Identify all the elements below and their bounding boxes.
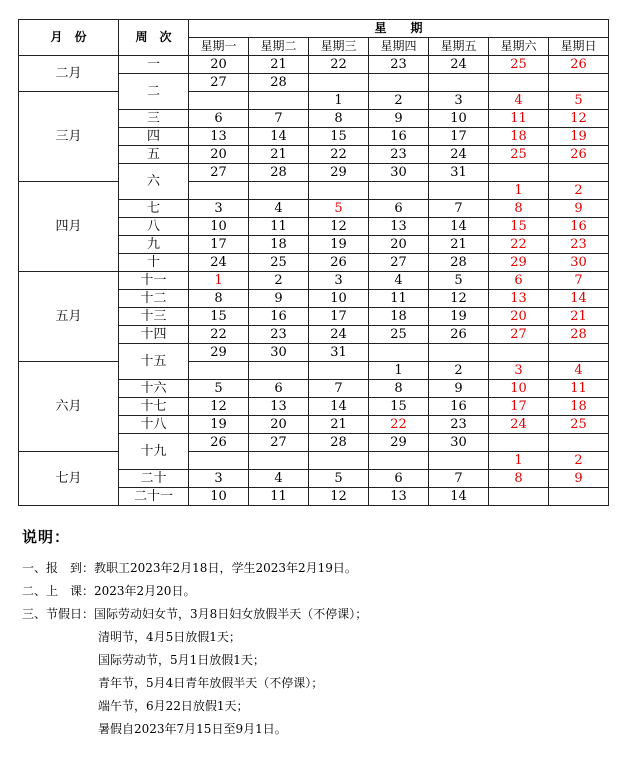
week-cell: 六: [119, 164, 189, 200]
day-cell: 25: [369, 326, 429, 344]
day-cell: [249, 92, 309, 110]
weekday-header: 星期一: [189, 38, 249, 56]
day-cell: 11: [369, 290, 429, 308]
day-cell: 14: [429, 488, 489, 506]
day-cell: 21: [549, 308, 609, 326]
day-cell: 9: [249, 290, 309, 308]
day-cell: 27: [189, 164, 249, 182]
day-cell: 8: [369, 380, 429, 398]
week-cell: 十五: [119, 344, 189, 380]
note-classes: 二、上 课：2023年2月20日。: [22, 584, 196, 598]
day-cell: 12: [429, 290, 489, 308]
day-cell: 18: [249, 236, 309, 254]
day-cell: 1: [489, 182, 549, 200]
day-cell: 26: [309, 254, 369, 272]
week-cell: 十二: [119, 290, 189, 308]
note-holiday-item: 国际劳动节，5月1日放假1天；: [98, 653, 265, 667]
day-cell: 12: [189, 398, 249, 416]
day-cell: 28: [429, 254, 489, 272]
day-cell: 7: [309, 380, 369, 398]
day-cell: 8: [489, 470, 549, 488]
day-cell: 28: [249, 164, 309, 182]
day-cell: 4: [249, 200, 309, 218]
weekday-header: 星期日: [549, 38, 609, 56]
day-cell: 24: [429, 146, 489, 164]
month-cell: 七月: [19, 452, 119, 506]
day-cell: [369, 182, 429, 200]
weekday-header: 星期四: [369, 38, 429, 56]
day-cell: [429, 344, 489, 362]
day-cell: 22: [309, 56, 369, 74]
day-cell: 9: [549, 200, 609, 218]
day-cell: 25: [489, 56, 549, 74]
day-cell: 25: [549, 416, 609, 434]
day-cell: 6: [369, 200, 429, 218]
day-cell: 3: [429, 92, 489, 110]
day-cell: 13: [369, 218, 429, 236]
day-cell: [489, 164, 549, 182]
day-cell: 18: [549, 398, 609, 416]
week-cell: 二: [119, 74, 189, 110]
day-cell: 3: [189, 200, 249, 218]
day-cell: 29: [309, 164, 369, 182]
day-cell: 31: [309, 344, 369, 362]
day-cell: 4: [549, 362, 609, 380]
day-cell: [309, 362, 369, 380]
day-cell: 5: [309, 200, 369, 218]
day-cell: 12: [309, 218, 369, 236]
day-cell: 2: [249, 272, 309, 290]
day-cell: [489, 434, 549, 452]
day-cell: [369, 74, 429, 92]
day-cell: 10: [309, 290, 369, 308]
week-cell: 十八: [119, 416, 189, 434]
day-cell: 4: [249, 470, 309, 488]
day-cell: [489, 344, 549, 362]
day-cell: [549, 434, 609, 452]
day-cell: [429, 182, 489, 200]
weekday-header: 星期三: [309, 38, 369, 56]
day-cell: 5: [309, 470, 369, 488]
day-cell: 7: [429, 200, 489, 218]
note-holiday-item: 青年节，5月4日青年放假半天（不停课）；: [98, 676, 324, 690]
day-cell: 14: [309, 398, 369, 416]
month-cell: 六月: [19, 362, 119, 452]
month-cell: 五月: [19, 272, 119, 362]
day-cell: 28: [549, 326, 609, 344]
week-cell: 一: [119, 56, 189, 74]
day-cell: 25: [249, 254, 309, 272]
day-cell: 3: [309, 272, 369, 290]
day-cell: 28: [249, 74, 309, 92]
day-cell: 22: [489, 236, 549, 254]
day-cell: [549, 164, 609, 182]
day-cell: 11: [249, 488, 309, 506]
day-cell: 16: [369, 128, 429, 146]
day-cell: 8: [189, 290, 249, 308]
weekday-group-header: 星 期: [189, 20, 609, 38]
day-cell: [489, 74, 549, 92]
day-cell: 15: [369, 398, 429, 416]
day-cell: 1: [369, 362, 429, 380]
day-cell: 15: [189, 308, 249, 326]
day-cell: 20: [189, 146, 249, 164]
day-cell: 7: [429, 470, 489, 488]
note-holiday-item: 端午节，6月22日放假1天；: [98, 699, 249, 713]
day-cell: 3: [489, 362, 549, 380]
day-cell: 26: [189, 434, 249, 452]
day-cell: 4: [369, 272, 429, 290]
day-cell: [189, 182, 249, 200]
day-cell: 2: [369, 92, 429, 110]
day-cell: 19: [189, 416, 249, 434]
week-cell: 十一: [119, 272, 189, 290]
day-cell: 2: [549, 182, 609, 200]
day-cell: [549, 74, 609, 92]
day-cell: 19: [549, 128, 609, 146]
day-cell: [429, 74, 489, 92]
day-cell: 19: [309, 236, 369, 254]
day-cell: 8: [489, 200, 549, 218]
month-cell: 二月: [19, 56, 119, 92]
day-cell: 9: [369, 110, 429, 128]
day-cell: 18: [489, 128, 549, 146]
academic-calendar-table: [18, 19, 609, 506]
day-cell: [189, 452, 249, 470]
day-cell: 30: [249, 344, 309, 362]
day-cell: 24: [189, 254, 249, 272]
day-cell: [369, 452, 429, 470]
note-holidays-head: 三、节假日：国际劳动妇女节，3月8日妇女放假半天（不停课）；: [22, 607, 368, 621]
month-cell: 四月: [19, 182, 119, 272]
week-cell: 五: [119, 146, 189, 164]
day-cell: 24: [489, 416, 549, 434]
week-cell: 二十一: [119, 488, 189, 506]
weekday-header: 星期五: [429, 38, 489, 56]
note-holiday-item: 清明节，4月5日放假1天；: [98, 630, 241, 644]
day-cell: 14: [249, 128, 309, 146]
week-cell: 十: [119, 254, 189, 272]
day-cell: 29: [369, 434, 429, 452]
week-cell: 九: [119, 236, 189, 254]
day-cell: 18: [369, 308, 429, 326]
day-cell: 4: [489, 92, 549, 110]
day-cell: 10: [489, 380, 549, 398]
day-cell: 21: [249, 146, 309, 164]
day-cell: 5: [549, 92, 609, 110]
day-cell: [429, 452, 489, 470]
day-cell: 7: [249, 110, 309, 128]
week-cell: 七: [119, 200, 189, 218]
day-cell: [549, 488, 609, 506]
day-cell: 22: [189, 326, 249, 344]
day-cell: 26: [549, 146, 609, 164]
day-cell: 8: [309, 110, 369, 128]
day-cell: [189, 92, 249, 110]
day-cell: 13: [489, 290, 549, 308]
day-cell: 26: [549, 56, 609, 74]
day-cell: 30: [549, 254, 609, 272]
day-cell: 6: [249, 380, 309, 398]
day-cell: [309, 452, 369, 470]
day-cell: 15: [309, 128, 369, 146]
day-cell: 12: [309, 488, 369, 506]
note-holiday-item: 暑假自2023年7月15日至9月1日。: [98, 722, 287, 736]
week-cell: 四: [119, 128, 189, 146]
day-cell: 1: [189, 272, 249, 290]
week-header: 周 次: [119, 20, 189, 56]
week-cell: 十七: [119, 398, 189, 416]
day-cell: 1: [489, 452, 549, 470]
day-cell: 9: [549, 470, 609, 488]
day-cell: 20: [489, 308, 549, 326]
day-cell: 15: [489, 218, 549, 236]
day-cell: 5: [429, 272, 489, 290]
day-cell: 30: [429, 434, 489, 452]
day-cell: 23: [429, 416, 489, 434]
day-cell: 23: [369, 56, 429, 74]
day-cell: 11: [249, 218, 309, 236]
day-cell: [249, 452, 309, 470]
weekday-header: 星期二: [249, 38, 309, 56]
day-cell: 10: [429, 110, 489, 128]
day-cell: [549, 344, 609, 362]
week-cell: 十六: [119, 380, 189, 398]
day-cell: [249, 362, 309, 380]
day-cell: 11: [489, 110, 549, 128]
day-cell: 27: [489, 326, 549, 344]
weekday-header: 星期六: [489, 38, 549, 56]
day-cell: 24: [309, 326, 369, 344]
day-cell: 27: [189, 74, 249, 92]
day-cell: 13: [369, 488, 429, 506]
day-cell: 16: [249, 308, 309, 326]
day-cell: 16: [549, 218, 609, 236]
day-cell: 16: [429, 398, 489, 416]
day-cell: 30: [369, 164, 429, 182]
day-cell: [489, 488, 549, 506]
month-cell: 三月: [19, 92, 119, 182]
day-cell: 20: [369, 236, 429, 254]
week-cell: 十三: [119, 308, 189, 326]
day-cell: 23: [249, 326, 309, 344]
week-cell: 三: [119, 110, 189, 128]
day-cell: 14: [429, 218, 489, 236]
day-cell: 6: [489, 272, 549, 290]
notes-section: [22, 526, 367, 741]
week-cell: 二十: [119, 470, 189, 488]
day-cell: [369, 344, 429, 362]
day-cell: 27: [369, 254, 429, 272]
day-cell: 28: [309, 434, 369, 452]
day-cell: [189, 362, 249, 380]
day-cell: 2: [549, 452, 609, 470]
day-cell: 10: [189, 488, 249, 506]
day-cell: 22: [309, 146, 369, 164]
day-cell: 21: [309, 416, 369, 434]
day-cell: 6: [189, 110, 249, 128]
week-cell: 十四: [119, 326, 189, 344]
day-cell: 26: [429, 326, 489, 344]
day-cell: 21: [249, 56, 309, 74]
day-cell: [249, 182, 309, 200]
day-cell: 10: [189, 218, 249, 236]
day-cell: 7: [549, 272, 609, 290]
day-cell: 27: [249, 434, 309, 452]
week-cell: 八: [119, 218, 189, 236]
day-cell: 21: [429, 236, 489, 254]
day-cell: 13: [249, 398, 309, 416]
day-cell: [309, 182, 369, 200]
day-cell: 3: [189, 470, 249, 488]
day-cell: 12: [549, 110, 609, 128]
week-cell: 十九: [119, 434, 189, 470]
day-cell: 6: [369, 470, 429, 488]
day-cell: 1: [309, 92, 369, 110]
day-cell: 2: [429, 362, 489, 380]
day-cell: 19: [429, 308, 489, 326]
notes-title: 说明：: [22, 528, 71, 546]
day-cell: 17: [489, 398, 549, 416]
day-cell: 20: [189, 56, 249, 74]
note-report: 一、报 到：教职工2023年2月18日，学生2023年2月19日。: [22, 561, 357, 575]
day-cell: 29: [489, 254, 549, 272]
month-header: 月 份: [19, 20, 119, 56]
day-cell: 9: [429, 380, 489, 398]
day-cell: 22: [369, 416, 429, 434]
day-cell: 5: [189, 380, 249, 398]
day-cell: 13: [189, 128, 249, 146]
day-cell: [309, 74, 369, 92]
day-cell: 29: [189, 344, 249, 362]
day-cell: 24: [429, 56, 489, 74]
day-cell: 31: [429, 164, 489, 182]
day-cell: 23: [549, 236, 609, 254]
day-cell: 17: [429, 128, 489, 146]
day-cell: 17: [189, 236, 249, 254]
day-cell: 11: [549, 380, 609, 398]
day-cell: 17: [309, 308, 369, 326]
day-cell: 20: [249, 416, 309, 434]
day-cell: 25: [489, 146, 549, 164]
day-cell: 14: [549, 290, 609, 308]
day-cell: 23: [369, 146, 429, 164]
